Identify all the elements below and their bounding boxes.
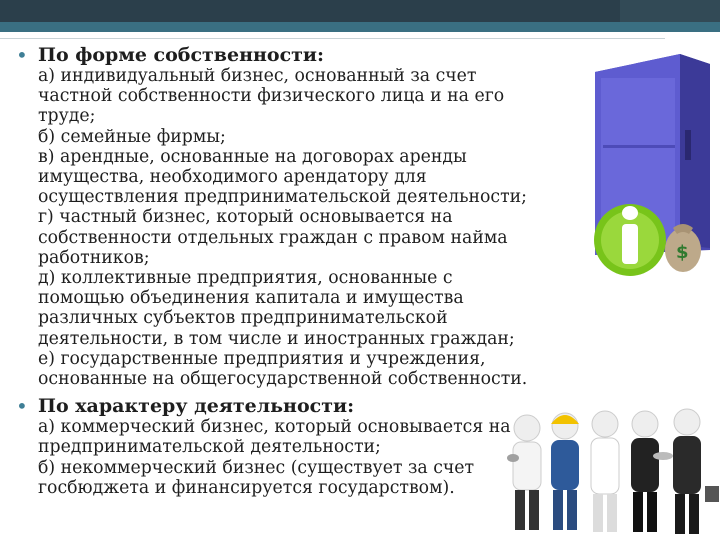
top-accent-block [620,0,720,22]
info-icon [594,204,666,276]
list-item: а) коммерческий бизнес, который основывается на [38,417,511,438]
section-ownership [14,44,594,389]
list-item: осуществления предпринимательской деятельности; [38,187,527,208]
list-item: основанные на общегосударственной собственности. [38,369,528,390]
list-item: различных субъектов предпринимательской [38,308,448,329]
list-item: б) некоммерческий бизнес (существует за счет [38,457,475,478]
list-item: помощью объединения капитала и имущества [38,288,464,309]
bullet-icon: • [16,394,28,419]
list-item: г) частный бизнес, который основывается на [38,207,453,228]
list-item: госбюджета и финансируется государством). [38,477,455,498]
section-heading: По характеру деятельности: [38,395,355,418]
section-heading: По форме собственности: [38,44,325,66]
list-item: б) семейные фирмы; [38,126,226,147]
bullet-icon: • [16,43,28,67]
list-item: д) коллективные предприятия, основанные с [38,268,453,289]
list-item: собственности отдельных граждан с правом найма [38,227,508,248]
section-activity [14,395,594,498]
list-item: имущества, необходимого арендатору для [38,167,427,188]
cabinet-illustration [585,50,715,280]
top-accent-stripe [0,22,720,32]
list-item: деятельности, в том числе и иностранных граждан; [38,328,515,349]
svg-text:$: $ [676,242,689,263]
slide-content [14,44,594,498]
list-item: работников; [38,247,150,268]
list-item: е) государственные предприятия и учреждения, [38,348,486,369]
list-item: частной собственности физического лица и на его [38,86,505,107]
list-item: в) арендные, основанные на договорах аренды [38,146,467,167]
list-item: предпринимательской деятельности; [38,437,381,458]
header-rule [0,38,665,39]
list-item: а) индивидуальный бизнес, основанный за счет [38,66,477,86]
list-item: труде; [38,106,96,127]
top-bar [0,0,720,22]
